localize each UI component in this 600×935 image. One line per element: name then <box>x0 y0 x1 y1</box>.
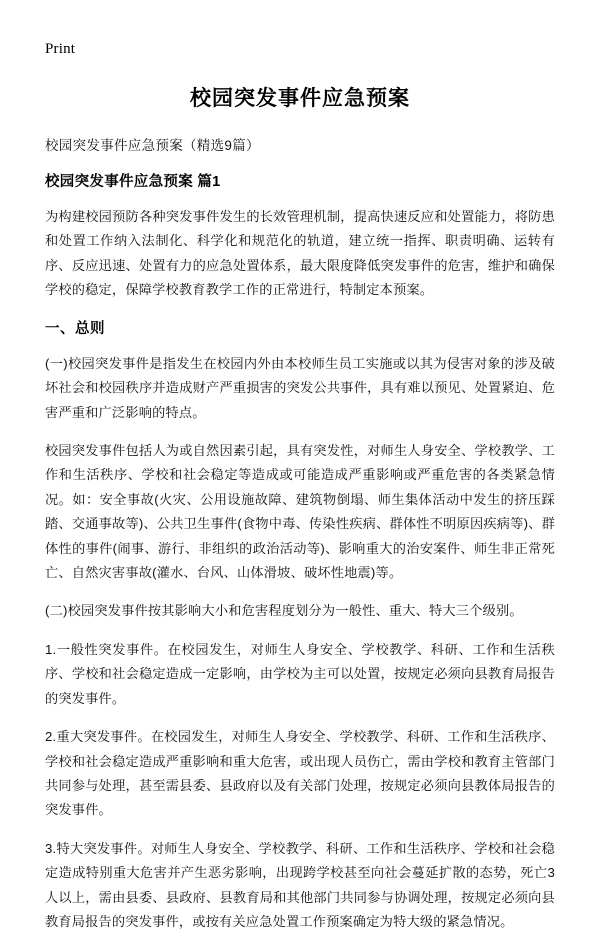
section-heading: 校园突发事件应急预案 篇1 <box>45 174 221 190</box>
paragraph-1: (一)校园突发事件是指发生在校园内外由本校师生员工实施或以其为侵害对象的涉及破坏社会和校园秩序并造成财产严重损害的突发公共事件，具有难以预见、处置紧迫、危害严重和广泛影响的特点。 <box>45 355 555 420</box>
paragraph-4: 1.一般性突发事件。在校园发生，对师生人身安全、学校教学、科研、工作和生活秩序、学校和社会稳定造成一定影响，由学校为主可以处置，按规定必须向县教育局报告的突发事件。 <box>45 641 555 706</box>
paragraph-6: 3.特大突发事件。对师生人身安全、学校教学、科研、工作和生活秩序、学校和社会稳定造成特别重大危害并产生恶劣影响，出现跨学校甚至向社会蔓延扩散的态势，死亡3人以上，需由县委、县政府、县教育局和其他部门共同参与协调处理，按规定必须向县教育局报告的突发事件，或按有关应急处置工作预案确定为特大级的紧急情况。 <box>45 840 555 930</box>
heading-general-rules: 一、总则 <box>45 320 105 337</box>
page-title: 校园突发事件应急预案 <box>190 87 410 110</box>
paragraph-2: 校园突发事件包括人为或自然因素引起，具有突发性，对师生人身安全、学校教学、工作和生活秩序、学校和社会稳定等造成或可能造成严重影响或严重危害的各类紧急情况。如：安全事故(火灾、公用设施故障、建筑物倒塌、师生集体活动中发生的挤压踩踏、交通事故等)、公共卫生事件(食物中毒、传染性疾病、群体性不明原因疾病等)、群体性的事件(闹事、游行、非组织的政治活动等)、影响重大的治安案件、师生非正常死亡、自然灾害事故(灌水、台风、山体滑坡、破坏性地震)等。 <box>45 442 555 581</box>
paragraph-3: (二)校园突发事件按其影响大小和危害程度划分为一般性、重大、特大三个级别。 <box>45 603 523 619</box>
paragraph-5: 2.重大突发事件。在校园发生，对师生人身安全、学校教学、科研、工作和生活秩序、学校和社会稳定造成严重影响和重大危害，或出现人员伤亡，需由学校和教育主管部门共同参与处理，甚至需县委、县政府以及有关部门处理，按规定必须向县教体局报告的突发事件。 <box>45 729 555 818</box>
document-subtitle: 校园突发事件应急预案（精选9篇） <box>45 138 260 153</box>
print-button[interactable]: Print <box>45 41 76 57</box>
intro-paragraph: 为构建校园预防各种突发事件发生的长效管理机制，提高快速反应和处置能力，将防患和处置工作纳入法制化、科学化和规范化的轨道，建立统一指挥、职责明确、运转有序、反应迅速、处置有力的应急处置体系，最大限度降低突发事件的危害，维护和确保学校的稳定，保障学校教育教学工作的正常进行，特制定本预案。 <box>45 209 555 298</box>
